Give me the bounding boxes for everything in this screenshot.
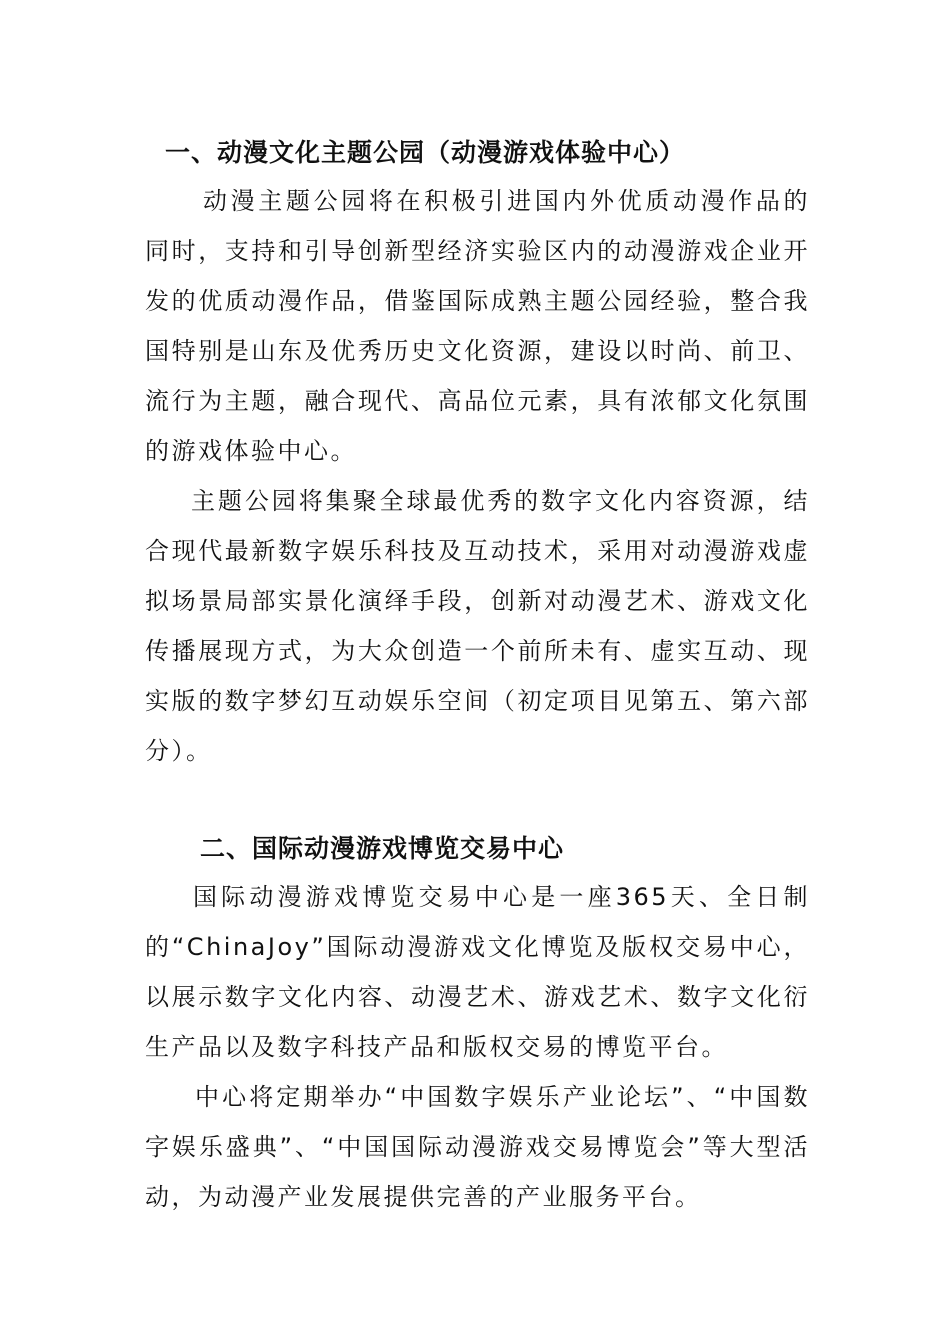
paragraph-theme-park-intro: 动漫主题公园将在积极引进国内外优质动漫作品的同时，支持和引导创新型经济实验区内的动漫游戏企业开发的优质动漫作品，借鉴国际成熟主题公园经验，整合我国特别是山东及优秀历史文化资源，建设以时尚、前卫、流行为主题，融合现代、高品位元素，具有浓郁文化氛围的游戏体验中心。 [145,187,810,465]
paragraph-expo-center-events: 中心将定期举办“中国数字娱乐产业论坛”、“中国数字娱乐盛典”、“中国国际动漫游戏交易博览会”等大型活动，为动漫产业发展提供完善的产业服务平台。 [145,1083,810,1211]
paragraph-expo-center-intro: 国际动漫游戏博览交易中心是一座365天、全日制的“ChinaJoy”国际动漫游戏文化博览及版权交易中心，以展示数字文化内容、动漫艺术、游戏艺术、数字文化衍生产品以及数字科技产品和版权交易的博览平台。 [145,883,810,1061]
paragraph-theme-park-content: 主题公园将集聚全球最优秀的数字文化内容资源，结合现代最新数字娱乐科技及互动技术，采用对动漫游戏虚拟场景局部实景化演绎手段，创新对动漫艺术、游戏文化传播展现方式，为大众创造一个前所未有、虚实互动、现实版的数字梦幻互动娱乐空间（初定项目见第五、第六部分）。 [145,487,810,765]
section-heading-theme-park: 一、动漫文化主题公园（动漫游戏体验中心） [165,138,686,167]
section-heading-expo-center: 二、国际动漫游戏博览交易中心 [200,834,565,863]
